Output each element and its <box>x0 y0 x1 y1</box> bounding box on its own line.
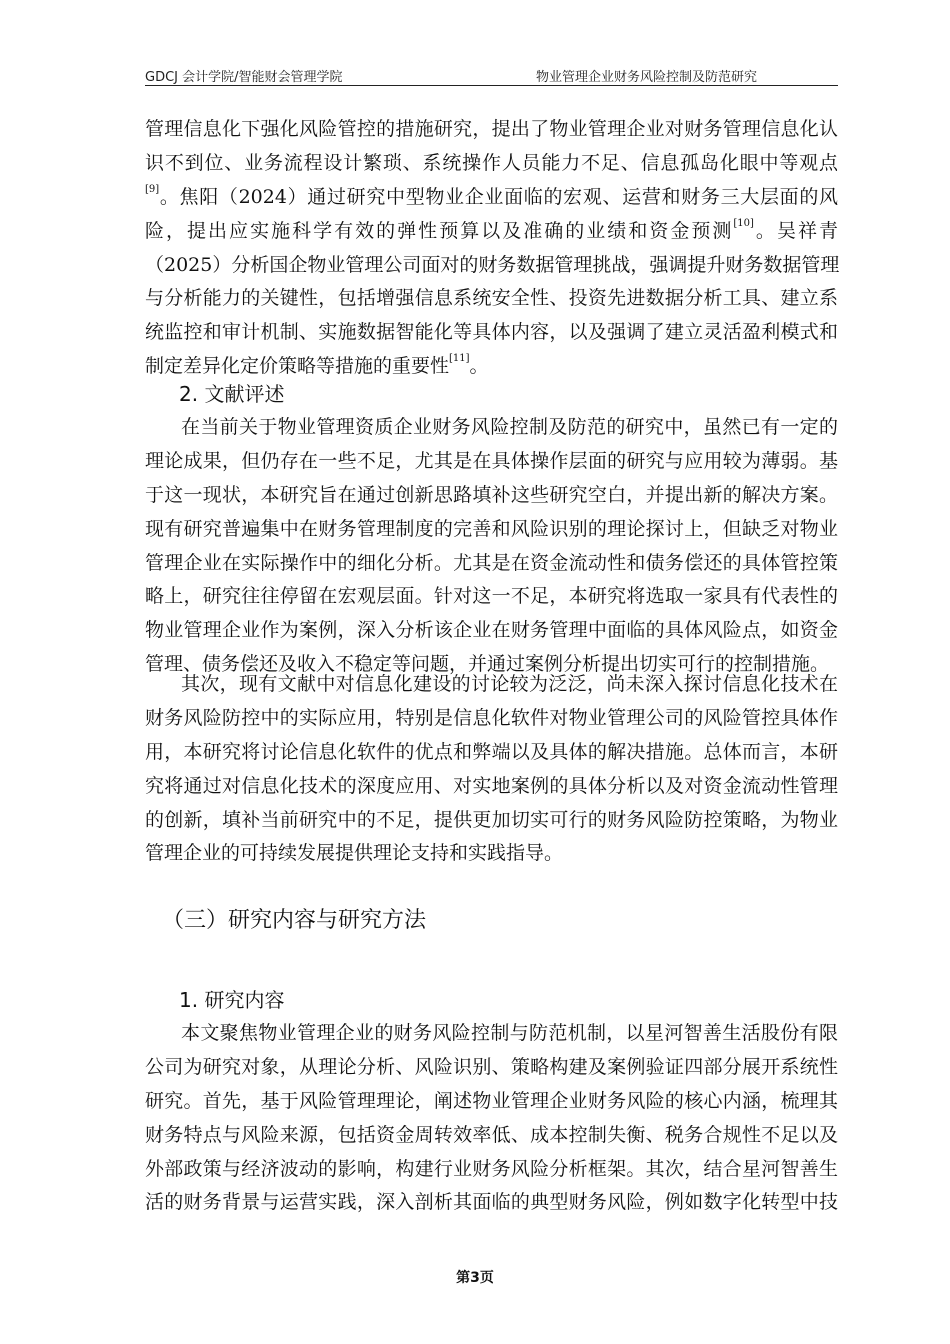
header-right: 物业管理企业财务风险控制及防范研究 <box>536 70 758 85</box>
section-heading-research-content-methods: （三）研究内容与研究方法 <box>162 908 427 933</box>
text-line: 管理企业在实际操作中的细化分析。尤其是在资金流动性和债务偿还的具体管控策 <box>145 551 838 574</box>
subsection-heading-research-content: 1. 研究内容 <box>179 988 285 1012</box>
header-rule <box>145 85 838 86</box>
text-line: 财务风险防控中的实际应用，特别是信息化软件对物业管理公司的风险管控具体作 <box>145 706 838 729</box>
text-line: 用，本研究将讨论信息化软件的优点和弊端以及具体的解决措施。总体而言，本研 <box>145 740 838 763</box>
text-line: 识不到位、业务流程设计繁琐、系统操作人员能力不足、信息孤岛化眼中等观点 <box>145 151 838 174</box>
header-left: GDCJ 会计学院/智能财会管理学院 <box>145 70 343 85</box>
text-line: 管理、债务偿还及收入不稳定等问题，并通过案例分析提出切实可行的控制措施。 <box>145 653 830 676</box>
paragraph-review-1 <box>145 411 838 682</box>
citation-ref: [10] <box>733 217 754 229</box>
text-line: 理论成果，但仍存在一些不足，尤其是在具体操作层面的研究与应用较为薄弱。基 <box>145 449 838 472</box>
text-line: 其次，现有文献中对信息化建设的讨论较为泛泛，尚未深入探讨信息化技术在 <box>181 673 838 695</box>
text-line: [9]。焦阳（2024）通过研究中型物业企业面临的宏观、运营和财务三大层面的风 <box>145 183 838 208</box>
text-line: 的创新，填补当前研究中的不足，提供更加切实可行的财务风险防控策略，为物业 <box>145 808 838 831</box>
section-heading-literature-review: 2. 文献评述 <box>179 382 285 406</box>
text-line: 与分析能力的关键性，包括增强信息系统安全性、投资先进数据分析工具、建立系 <box>145 287 838 310</box>
citation-ref: [11] <box>449 353 470 365</box>
paragraph-review-2 <box>145 668 838 871</box>
text-line: 研究。首先，基于风险管理理论，阐述物业管理企业财务风险的核心内涵，梳理其 <box>145 1089 838 1112</box>
text-line: 略上，研究往往停留在宏观层面。针对这一不足，本研究将选取一家具有代表性的 <box>145 585 838 608</box>
text-line: 在当前关于物业管理资质企业财务风险控制及防范的研究中，虽然已有一定的 <box>181 416 838 438</box>
text-line: 本文聚焦物业管理企业的财务风险控制与防范机制，以星河智善生活股份有限 <box>181 1022 838 1044</box>
text-line: 物业管理企业作为案例，深入分析该企业在财务管理中面临的具体风险点，如资金 <box>145 619 838 642</box>
paragraph-literature-continued <box>145 113 838 384</box>
text-line: 财务特点与风险来源，包括资金周转效率低、成本控制失衡、税务合规性不足以及 <box>145 1123 838 1146</box>
text-line: （2025）分析国企物业管理公司面对的财务数据管理挑战，强调提升财务数据管理 <box>145 253 840 276</box>
text-line: 险，提出应实施科学有效的弹性预算以及准确的业绩和资金预测[10]。吴祥青 <box>145 217 838 242</box>
text-line: 统监控和审计机制、实施数据智能化等具体内容，以及强调了建立灵活盈利模式和 <box>145 321 838 344</box>
text-line: 现有研究普遍集中在财务管理制度的完善和风险识别的理论探讨上，但缺乏对物业 <box>145 517 838 540</box>
text-line: 究将通过对信息化技术的深度应用、对实地案例的具体分析以及对资金流动性管理 <box>145 774 838 797</box>
paragraph-research-content <box>145 1017 838 1220</box>
text-line: 管理信息化下强化风险管控的措施研究，提出了物业管理企业对财务管理信息化认 <box>145 118 838 140</box>
text-line: 公司为研究对象，从理论分析、风险识别、策略构建及案例验证四部分展开系统性 <box>145 1055 838 1078</box>
text-line: 制定差异化定价策略等措施的重要性[11]。 <box>145 353 489 378</box>
text-line: 外部政策与经济波动的影响，构建行业财务风险分析框架。其次，结合星河智善生 <box>145 1157 838 1180</box>
page-number: 第3页 <box>456 1270 494 1286</box>
citation-ref: [9] <box>145 183 160 195</box>
text-line: 管理企业的可持续发展提供理论支持和实践指导。 <box>145 842 564 865</box>
text-line: 于这一现状，本研究旨在通过创新思路填补这些研究空白，并提出新的解决方案。 <box>145 483 838 506</box>
text-line: 活的财务背景与运营实践，深入剖析其面临的典型财务风险，例如数字化转型中技 <box>145 1191 838 1214</box>
